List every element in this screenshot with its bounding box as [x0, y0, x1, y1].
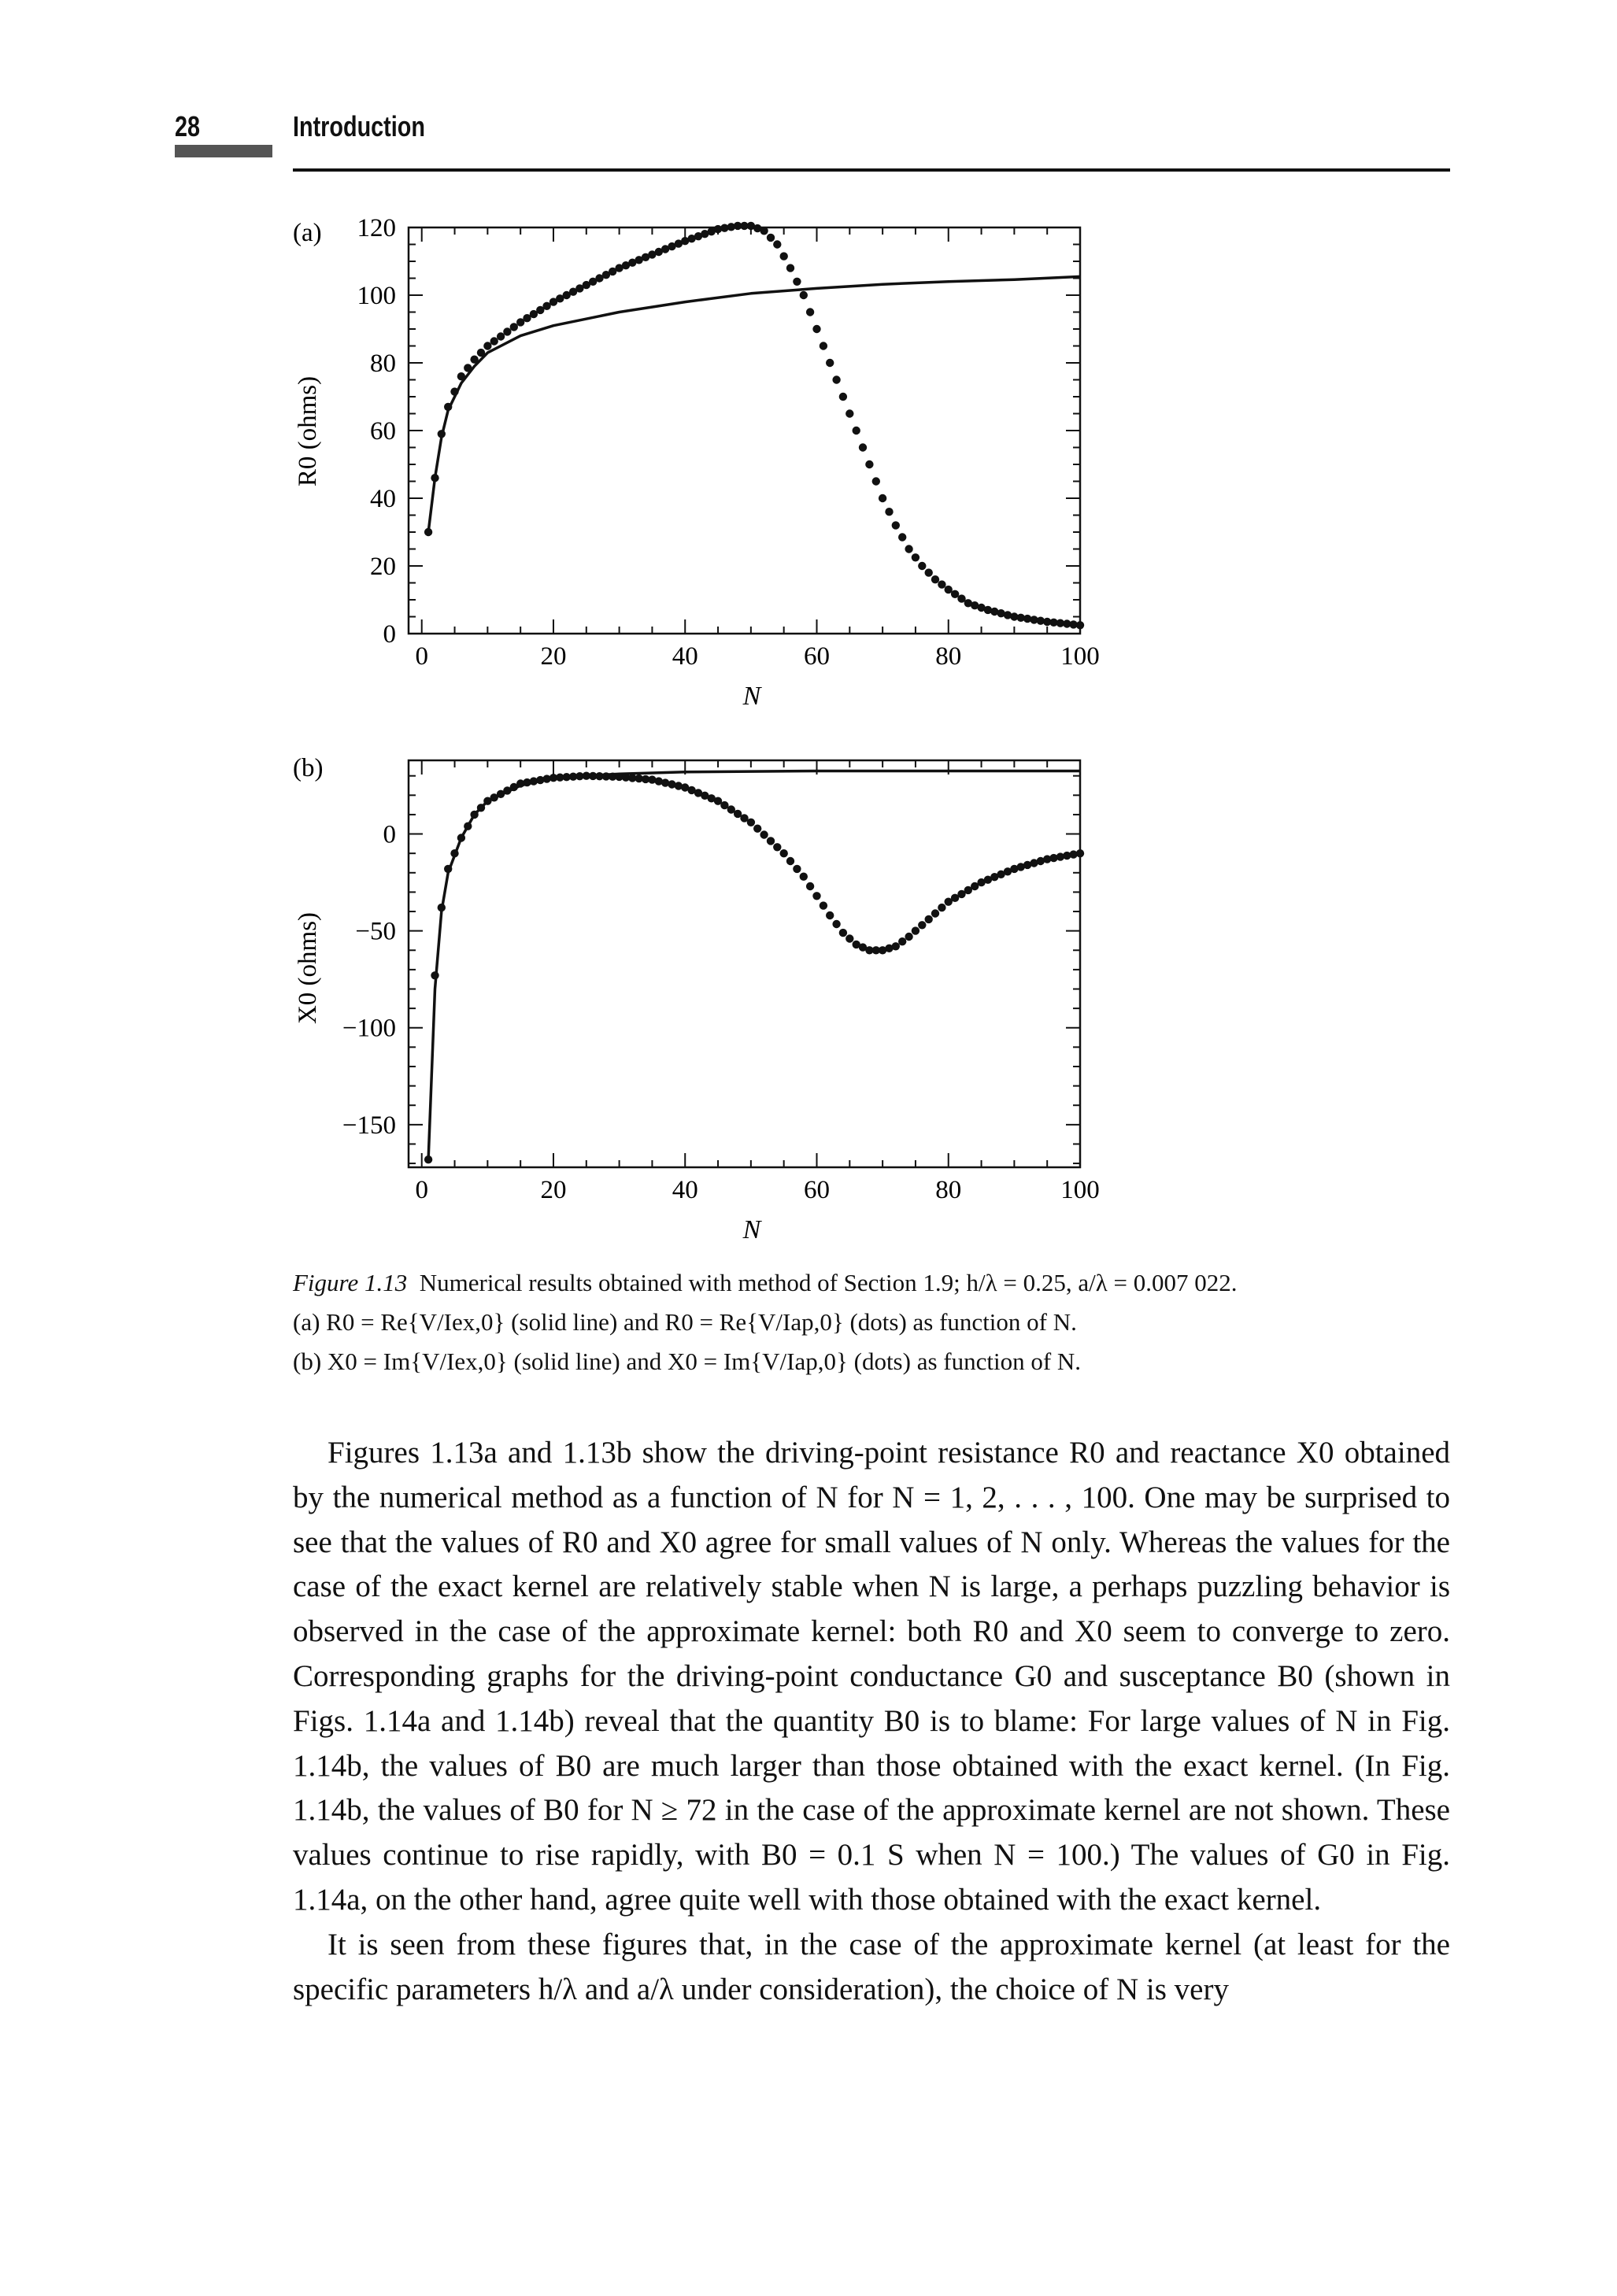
data-point [800, 291, 808, 299]
data-point [820, 901, 827, 909]
data-point [477, 804, 485, 812]
data-point [931, 575, 939, 583]
data-point [490, 337, 498, 345]
data-point [470, 811, 478, 819]
data-point [832, 375, 840, 383]
body-text [293, 1431, 1450, 2012]
data-point [846, 934, 853, 942]
y-tick-label: 100 [357, 282, 396, 310]
data-point [450, 387, 458, 395]
data-point [912, 926, 920, 934]
y-tick-label: 0 [383, 620, 396, 649]
data-point [747, 819, 755, 826]
data-point [786, 264, 794, 272]
y-tick-label: −100 [342, 1014, 396, 1043]
panel-a-label: (a) [293, 219, 322, 247]
x-tick-label: 80 [935, 642, 962, 671]
data-point [431, 474, 438, 482]
y-tick-label: 80 [370, 349, 396, 378]
data-point [464, 823, 472, 830]
data-point [457, 372, 465, 380]
x-tick-label: 0 [415, 642, 428, 671]
data-point [483, 342, 491, 349]
caption-line-1-text: Numerical results obtained with method of Section 1.9; h/λ = 0.25, a/λ = 0.007 022. [419, 1269, 1238, 1296]
paragraph-2: It is seen from these figures that, in the case of the approximate kernel (at least for the specific parameters h/λ and a/λ under consideration), the choice of N is very [293, 1927, 1450, 2006]
caption-line-1 [293, 1263, 1458, 1303]
panel-a [293, 214, 1100, 711]
data-point [773, 843, 781, 851]
x-tick-label: 20 [540, 642, 567, 671]
x-tick-label: 40 [672, 642, 698, 671]
page-number: 28 [175, 110, 201, 142]
y-tick-label: 120 [357, 214, 396, 242]
data-point [450, 849, 458, 857]
x-tick-label: 60 [803, 642, 830, 671]
x-tick-label: 100 [1060, 642, 1100, 671]
panel-b [293, 754, 1100, 1244]
data-point [438, 904, 446, 911]
data-point [938, 580, 945, 588]
data-point [938, 904, 945, 911]
data-point [839, 393, 847, 401]
data-point [780, 849, 788, 857]
x-tick-label: 80 [935, 1176, 962, 1204]
data-point [925, 568, 933, 576]
data-point [477, 349, 485, 357]
y-tick-label: 0 [383, 820, 396, 849]
panel-b-label: (b) [293, 754, 324, 782]
data-point [470, 356, 478, 364]
data-point [905, 545, 912, 553]
y-tick-label: −50 [355, 917, 396, 946]
panel-a-x-axis-label: N [742, 682, 761, 711]
data-point [806, 882, 814, 890]
data-point [800, 873, 808, 881]
data-point [898, 937, 906, 945]
data-point [793, 865, 801, 873]
data-point [879, 494, 886, 502]
data-point [444, 403, 452, 411]
panel-b-x-axis-label: N [742, 1215, 761, 1244]
figure-caption [293, 1263, 1458, 1381]
data-point [905, 933, 912, 941]
data-point [918, 562, 926, 570]
data-point [767, 837, 775, 845]
y-tick-label: 60 [370, 417, 396, 446]
x-tick-label: 100 [1060, 1176, 1100, 1204]
data-point [872, 477, 880, 485]
data-point [859, 443, 867, 451]
data-point [806, 308, 814, 316]
data-point [503, 327, 511, 335]
data-point [438, 430, 446, 438]
section-title: Introduction [293, 110, 425, 142]
data-point [812, 325, 820, 333]
data-point [892, 942, 900, 950]
data-point [812, 892, 820, 900]
x-tick-label: 60 [803, 1176, 830, 1204]
data-point [444, 865, 452, 873]
data-point [760, 227, 768, 235]
data-point [457, 834, 465, 841]
data-point [793, 278, 801, 286]
data-point [839, 929, 847, 937]
data-point [753, 825, 761, 833]
data-point [424, 1155, 432, 1163]
caption-line-2: (a) R0 = Re{V/Iex,0} (solid line) and R0 = Re{V/Iap,0} (dots) as function of N. [293, 1308, 1077, 1336]
panel-a-frame [409, 227, 1080, 634]
data-point [865, 460, 873, 468]
y-tick-label: 40 [370, 485, 396, 513]
data-point [853, 427, 860, 434]
data-point [510, 323, 518, 331]
data-point [767, 234, 775, 242]
caption-figure-label: Figure 1.13 [293, 1269, 408, 1296]
data-point [898, 533, 906, 541]
data-point [497, 332, 505, 340]
data-point [925, 915, 933, 923]
data-point [820, 342, 827, 349]
paragraph-1: Figures 1.13a and 1.13b show the driving-point resistance R0 and reactance X0 obtained by the numerical method as a function of N for N = 1, 2, . . . , 100. One may be surprised to see that the values of R0 and X0 agree for small values of N only. Whereas the values for the case of the exact kernel are relatively stable when N is large, a perhaps puzzling behavior is observed in the case of the approximate kernel: both R0 and X0 seem to converge to zero. Corresponding graphs for the driving-point conductance G0 and susceptance B0 (shown in Figs. 1.14a and 1.14b) reveal that the quantity B0 is to blame: For large values of N in Fig. 1.14b, the values of B0 are much larger than those obtained with the exact kernel. (In Fig. 1.14b, the values of B0 for N ≥ 72 in the case of the approximate kernel are not shown. These values continue to rise rapidly, with B0 = 0.1 S when N = 100.) The values of G0 in Fig. 1.14a, on the other hand, agree quite well with those obtained with the exact kernel. [293, 1436, 1450, 1917]
x-tick-label: 0 [415, 1176, 428, 1204]
data-point [826, 911, 834, 919]
panel-b-y-axis-label: X0 (ohms) [294, 911, 322, 1025]
data-point [912, 553, 920, 561]
data-point [918, 921, 926, 929]
caption-line-3: (b) X0 = Im{V/Iex,0} (solid line) and X0 = Im{V/Iap,0} (dots) as function of N. [293, 1348, 1082, 1375]
data-point [885, 508, 893, 516]
x-tick-label: 20 [540, 1176, 567, 1204]
data-point [826, 359, 834, 367]
data-point [773, 240, 781, 248]
x-tick-label: 40 [672, 1176, 698, 1204]
data-point [832, 920, 840, 928]
data-point [431, 971, 438, 979]
y-tick-label: −150 [342, 1111, 396, 1140]
panel-a-y-axis-label: R0 (ohms) [294, 375, 322, 487]
y-tick-label: 20 [370, 553, 396, 581]
data-point [846, 409, 853, 417]
data-point [424, 528, 432, 536]
data-point [1076, 849, 1084, 857]
data-point [1076, 621, 1084, 629]
data-point [760, 830, 768, 838]
data-point [892, 521, 900, 529]
data-point [464, 364, 472, 372]
data-point [951, 590, 959, 598]
data-point [786, 857, 794, 865]
data-point [931, 909, 939, 917]
data-point [780, 252, 788, 260]
